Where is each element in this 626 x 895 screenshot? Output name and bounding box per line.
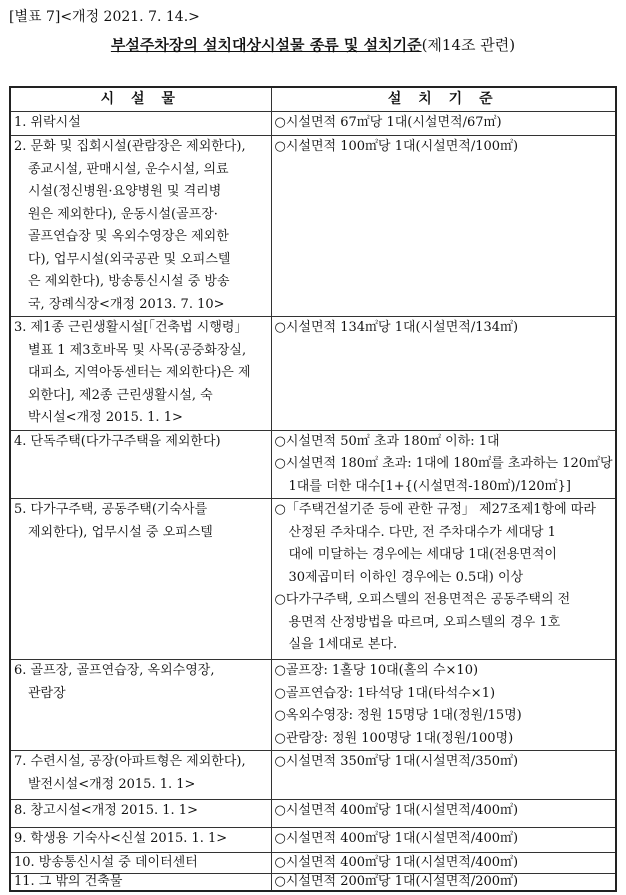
title-main: 부설주차장의 설치대상시설물 종류 및 설치기준 bbox=[110, 36, 422, 54]
facility-cell bbox=[10, 828, 271, 853]
facility-cell bbox=[10, 136, 271, 317]
criteria-line: ○골프연습장: 1타석당 1대(타석수×1) bbox=[274, 685, 496, 701]
table-row bbox=[10, 430, 616, 499]
criteria-cell bbox=[271, 499, 616, 660]
facility-line: 관람장 bbox=[28, 685, 66, 701]
facility-line: 다), 업무시설(외국공관 및 오피스텔 bbox=[28, 251, 231, 267]
criteria-line: ○시설면적 100㎡당 1대(시설면적/100㎡) bbox=[274, 139, 519, 154]
title-suffix: (제14조 관련) bbox=[421, 36, 516, 54]
criteria-line: 1대를 더한 대수[1+{(시설면적-180㎡)/120㎡}] bbox=[288, 478, 572, 494]
criteria-line: ○시설면적 400㎡당 1대(시설면적/400㎡) bbox=[274, 831, 519, 846]
criteria-cell bbox=[271, 800, 616, 828]
annex-reference: [별표 7]<개정 2021. 7. 14.> bbox=[9, 9, 200, 25]
column-header-criteria: 설 치 기 준 bbox=[271, 87, 616, 112]
facility-line: 제외한다), 업무시설 중 오피스텔 bbox=[28, 524, 213, 540]
criteria-cell bbox=[271, 828, 616, 853]
criteria-line: ○옥외수영장: 정원 15명당 1대(정원/15명) bbox=[274, 708, 522, 723]
facility-cell bbox=[10, 660, 271, 751]
table-row bbox=[10, 800, 616, 828]
criteria-cell bbox=[271, 853, 616, 874]
table-row bbox=[10, 317, 616, 431]
facility-line: 발전시설<개정 2015. 1. 1> bbox=[28, 776, 196, 792]
facility-line: 11. 그 밖의 건축물 bbox=[14, 874, 123, 889]
criteria-line: 대에 미달하는 경우에는 세대당 1대(전용면적이 bbox=[288, 547, 557, 562]
criteria-line: ○시설면적 200㎡당 1대(시설면적/200㎡) bbox=[274, 874, 519, 889]
facility-line: 은 제외한다), 방송통신시설 중 방송 bbox=[28, 274, 230, 289]
facility-line: 골프연습장 및 옥외수영장은 제외한 bbox=[28, 229, 229, 244]
criteria-cell bbox=[271, 112, 616, 136]
criteria-line: ○시설면적 50㎡ 초과 180㎡ 이하: 1대 bbox=[274, 433, 500, 449]
facility-cell bbox=[10, 430, 271, 499]
facility-line: 6. 골프장, 골프연습장, 옥외수영장, bbox=[14, 663, 215, 678]
facility-line: 국, 장례식장<개정 2013. 7. 10> bbox=[28, 296, 225, 312]
document-title bbox=[0, 34, 626, 55]
table-row bbox=[10, 499, 616, 660]
table-row bbox=[10, 874, 616, 891]
criteria-line: ○시설면적 180㎡ 초과: 1대에 180㎡를 초과하는 120㎡당 bbox=[274, 456, 613, 471]
facility-line: 원은 제외한다), 운동시설(골프장· bbox=[28, 206, 218, 222]
table-row bbox=[10, 660, 616, 751]
facility-cell bbox=[10, 751, 271, 800]
criteria-cell bbox=[271, 660, 616, 751]
facility-line: 3. 제1종 근린생활시설[「건축법 시행령」 bbox=[14, 320, 248, 335]
facility-line: 4. 단독주택(다가구주택을 제외한다) bbox=[14, 433, 221, 449]
facility-line: 1. 위락시설 bbox=[14, 115, 81, 130]
criteria-line: ○골프장: 1홀당 10대(홀의 수×10) bbox=[274, 663, 479, 678]
criteria-line: ○관람장: 정원 100명당 1대(정원/100명) bbox=[274, 730, 514, 746]
facility-line: 시설(정신병원·요양병원 및 격리병 bbox=[28, 184, 222, 199]
facility-line: 대피소, 지역아동센터는 제외한다)은 제 bbox=[28, 365, 251, 380]
facility-line: 5. 다가구주택, 공동주택(기숙사를 bbox=[14, 502, 208, 517]
facility-cell bbox=[10, 112, 271, 136]
criteria-cell bbox=[271, 136, 616, 317]
criteria-line: 30제곱미터 이하인 경우에는 0.5대) 이상 bbox=[288, 569, 524, 585]
facility-cell bbox=[10, 800, 271, 828]
facility-cell bbox=[10, 317, 271, 431]
facility-line: 9. 학생용 기숙사<신설 2015. 1. 1> bbox=[14, 831, 228, 846]
table-header-row bbox=[10, 87, 616, 112]
facility-cell bbox=[10, 853, 271, 874]
criteria-cell bbox=[271, 874, 616, 891]
parking-standards-table bbox=[9, 86, 617, 892]
facility-line: 박시설<개정 2015. 1. 1> bbox=[28, 410, 183, 425]
table-row bbox=[10, 751, 616, 800]
criteria-line: ○시설면적 400㎡당 1대(시설면적/400㎡) bbox=[274, 803, 519, 818]
criteria-line: ○시설면적 134㎡당 1대(시설면적/134㎡) bbox=[274, 320, 519, 335]
table-row bbox=[10, 136, 616, 317]
facility-line: 7. 수련시설, 공장(아파트형은 제외한다), bbox=[14, 754, 246, 769]
criteria-cell bbox=[271, 751, 616, 800]
criteria-cell bbox=[271, 317, 616, 431]
facility-line: 외한다], 제2종 근린생활시설, 숙 bbox=[28, 387, 213, 403]
criteria-line: ○시설면적 350㎡당 1대(시설면적/350㎡) bbox=[274, 754, 519, 769]
facility-line: 8. 창고시설<개정 2015. 1. 1> bbox=[14, 803, 198, 818]
facility-cell bbox=[10, 499, 271, 660]
criteria-line: ○시설면적 400㎡당 1대(시설면적/400㎡) bbox=[274, 855, 519, 870]
criteria-line: ○시설면적 67㎡당 1대(시설면적/67㎡) bbox=[274, 115, 502, 130]
criteria-line: 용면적 산정방법을 따르며, 오피스텔의 경우 1호 bbox=[288, 614, 561, 630]
table-row bbox=[10, 853, 616, 874]
facility-line: 종교시설, 판매시설, 운수시설, 의료 bbox=[28, 161, 229, 177]
criteria-line: 실을 1세대로 본다. bbox=[288, 637, 398, 652]
criteria-line: 산정된 주차대수. 다만, 전 주차대수가 세대당 1 bbox=[288, 524, 556, 540]
criteria-cell bbox=[271, 430, 616, 499]
criteria-line: ○다가구주택, 오피스텔의 전용면적은 공동주택의 전 bbox=[274, 592, 571, 607]
facility-line: 별표 1 제3호바목 및 사목(공중화장실, bbox=[28, 342, 247, 358]
column-header-facility: 시 설 물 bbox=[10, 87, 271, 112]
facility-cell bbox=[10, 874, 271, 891]
table-row bbox=[10, 112, 616, 136]
facility-line: 2. 문화 및 집회시설(관람장은 제외한다), bbox=[14, 139, 246, 154]
table-row bbox=[10, 828, 616, 853]
criteria-line: ○「주택건설기준 등에 관한 규정」 제27조제1항에 따라 bbox=[274, 502, 596, 517]
facility-line: 10. 방송통신시설 중 데이터센터 bbox=[14, 855, 198, 870]
